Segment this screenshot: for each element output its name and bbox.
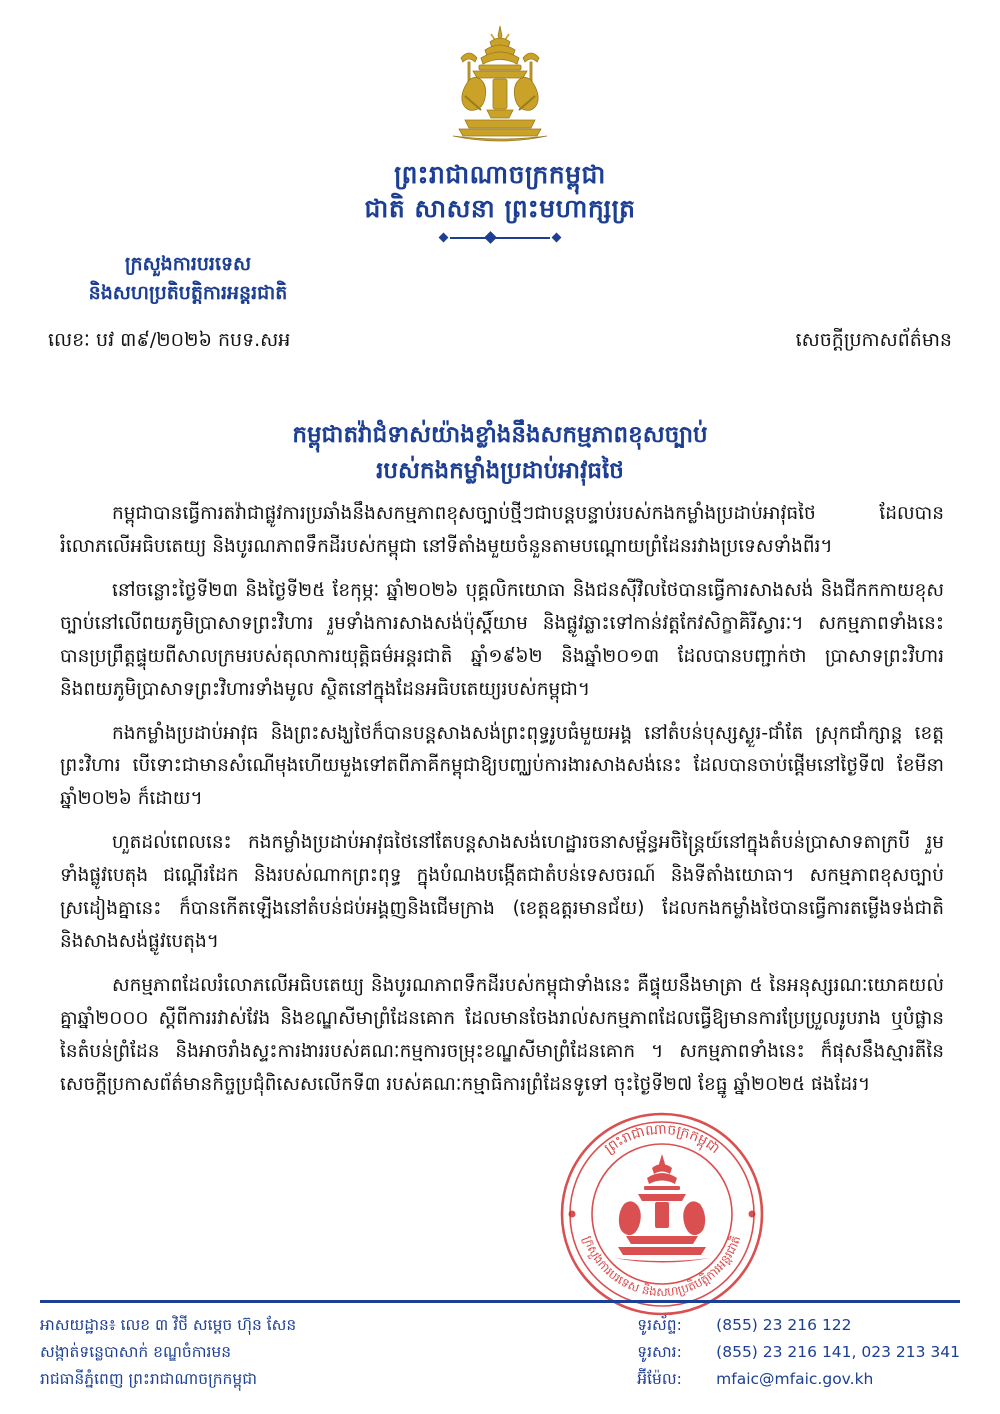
footer-address xyxy=(40,1312,296,1393)
national-heading xyxy=(0,158,1000,246)
body-paragraph: នៅចន្លោះថ្ងៃទី២៣ និងថ្ងៃទី២៥ ខែកុម្ភៈ ឆ្នាំ២០២៦ បុគ្គលិកយោធា និងជនស៊ីវិលថៃបានធ្វើការសាងសង់ និងជីកកកាយខុសច្បាប់នៅលើពយភូមិប្រាសាទព្រះវិហារ រួមទាំងការសាងសង់ប៉ុស្តិ៍យាម និងផ្លូវឆ្លាះទៅកាន់វត្តកែវសិក្ខាគិរីស្វារៈ។ សកម្មភាពទាំងនេះបានប្រព្រឹត្តផ្ទុយពីសាលក្រមរបស់តុលាការយុត្តិធម៌អន្តរជាតិ ឆ្នាំ១៩៦២ និងឆ្នាំ២០១៣ ដែលបានបញ្ជាក់ថា ប្រាសាទព្រះវិហារ និងពយភូមិប្រាសាទព្រះវិហារទាំងមូល ស្ថិតនៅក្នុងដែនអធិបតេយ្យរបស់កម្ពុជា។ xyxy=(60,579,944,700)
contact-value-fax: (855) 23 216 141, 023 213 341 xyxy=(716,1343,960,1362)
contact-label-email: អ៊ីម៉ែល: xyxy=(637,1370,682,1389)
contact-row-phone xyxy=(637,1312,960,1339)
ministry-line-1: ក្រសួងការបរទេស xyxy=(124,253,252,275)
ornamental-divider xyxy=(440,230,560,246)
contact-label-phone: ទូរស័ព្ទ: xyxy=(637,1316,682,1334)
motto-line: ជាតិ សាសនា ព្រះមហាក្សត្រ xyxy=(364,193,636,223)
seal-bottom-text: ក្រសួងការបរទេស និងសហប្រតិបត្តិការអន្តរជាតិ xyxy=(580,1233,744,1300)
contact-value-email[interactable]: mfaic@mfaic.gov.kh xyxy=(716,1370,874,1389)
body-paragraph: ហួតដល់ពេលនេះ កងកម្លាំងប្រដាប់អាវុធថៃនៅតែបន្តសាងសង់ហេដ្ឋារចនាសម្ព័ន្ធអចិន្ត្រៃយ៍នៅក្នុងតំបន់ប្រាសាទតាក្របី រួមទាំងផ្លូវបេតុង ជណ្ដើរដែក និងរបស់ណាកព្រះពុទ្ធ ក្នុងបំណងបង្កើតជាតំបន់ទេសចរណ៍ និងទីតាំងយោធា។ សកម្មភាពខុសច្បាប់ស្រដៀងគ្នានេះ ក៏បានកើតឡើងនៅតំបន់ជប់អង្គញនិងជើមក្រាង (ខេត្តឧត្តរមានជ័យ) ដែលកងកម្លាំងថៃបានធ្វើការតម្លើងទង់ជាតិ និងសាងសង់ផ្លូវបេតុង។ xyxy=(60,832,944,953)
kingdom-line: ព្រះរាជាណាចក្រកម្ពុជា xyxy=(394,160,606,189)
footer-divider xyxy=(40,1300,960,1303)
document-kind: សេចក្តីប្រកាសព័ត៌មាន xyxy=(795,329,952,351)
reference-line xyxy=(48,328,952,356)
contact-row-email xyxy=(637,1366,960,1393)
ministry-seal-icon xyxy=(556,1108,768,1320)
ministry-line-2: និងសហប្រតិបត្តិការអន្តរជាតិ xyxy=(88,281,288,304)
address-line: អាសយដ្ឋាន៖ លេខ ៣ វិថី សម្តេច ហ៊ុន សែន xyxy=(40,1316,297,1334)
footer xyxy=(40,1312,960,1393)
contact-label-fax: ទូរសារ: xyxy=(637,1343,682,1362)
ministry-block xyxy=(38,250,338,307)
royal-arms-emblem xyxy=(0,24,1000,142)
royal-arms-of-cambodia-icon xyxy=(435,24,565,142)
reference-number: លេខៈ បវ ៣៩/២០២៦ កបទ.សអ xyxy=(48,329,291,351)
svg-text:ព្រះរាជាណាចក្រកម្ពុជា xyxy=(602,1121,723,1157)
title-line-2: របស់កងកម្លាំងប្រដាប់អាវុធថៃ xyxy=(376,457,624,484)
address-line: រាជធានីភ្នំពេញ ព្រះរាជាណាចក្រកម្ពុជា xyxy=(40,1370,257,1389)
title-line-1: កម្ពុជាតវ៉ាជំទាស់យ៉ាងខ្លាំងនឹងសកម្មភាពខុសច្បាប់ xyxy=(292,422,708,448)
address-line: សង្កាត់ទន្លេបាសាក់ ខណ្ឌចំការមន xyxy=(40,1343,232,1362)
official-seal-stamp xyxy=(556,1108,768,1320)
body-paragraph: កម្ពុជាបានធ្វើការតវ៉ាជាផ្លូវការប្រឆាំងនឹងសកម្មភាពខុសច្បាប់ថ្មីៗជាបន្តបន្ទាប់របស់កងកម្លាំងប្រដាប់អាវុធថៃ ដែលបានរំលោភលើអធិបតេយ្យ និងបូរណភាពទឹកដីរបស់កម្ពុជា នៅទីតាំងមួយចំនួនតាមបណ្ដោយព្រំដែនរវាងប្រទេសទាំងពីរ។ xyxy=(60,503,944,557)
body-paragraph: កងកម្លាំងប្រដាប់អាវុធ និងព្រះសង្ឃថៃក៏បានបន្តសាងសង់ព្រះពុទ្ធរូបធំមួយអង្គ នៅតំបន់បុស្សស្ងួរ-ជាំតែ ស្រុកជាំក្សាន្ត ខេត្តព្រះវិហារ បើទោះជាមានសំណើមុងហើយមួងទៅតពីភាគីកម្ពុជាឱ្យបញ្ឈប់ការងារសាងសង់នេះ ដែលបានចាប់ផ្ដើមនៅថ្ងៃទី៧ ខែមីនា ឆ្នាំ២០២៦ ក៏ដោយ។ xyxy=(60,722,944,810)
document-body xyxy=(60,498,944,1113)
footer-contacts xyxy=(637,1312,960,1393)
page-title xyxy=(120,418,880,489)
contact-value-phone: (855) 23 216 122 xyxy=(716,1316,852,1334)
body-paragraph: សកម្មភាពដែលរំលោភលើអធិបតេយ្យ និងបូរណភាពទឹកដីរបស់កម្ពុជាទាំងនេះ គឺផ្ទុយនឹងមាត្រា ៥ នៃអនុស្សរណៈយោគយល់គ្នាឆ្នាំ២០០០ ស្ដីពីការរវាស់វែង និងខណ្ឌសីមាព្រំដែនគោក ដែលមានចែងរាល់សកម្មភាពដែលធ្វើឱ្យមានការប្រែប្រួលរូបរាង ឬបំផ្លាននៃតំបន់ព្រំដែន និងអាចរាំងស្ទះការងាររបស់គណៈកម្មការចម្រុះខណ្ឌសីមាព្រំដែនគោក ។ សកម្មភាពទាំងនេះ ក៏ផុសនឹងស្មារតីនៃសេចក្ដីប្រកាសព័ត៌មានកិច្ចប្រជុំពិសេសលើកទី៣ របស់គណៈកម្មាធិការព្រំដែនទូទៅ ចុះថ្ងៃទី២៧ ខែធ្នូ ឆ្នាំ២០២៥ ផងដែរ។ xyxy=(60,974,944,1095)
seal-top-text: ព្រះរាជាណាចក្រកម្ពុជា xyxy=(601,1121,723,1158)
contact-row-fax xyxy=(637,1339,960,1366)
svg-text:ក្រសួងការបរទេស និងសហប្រតិបត្តិ xyxy=(580,1234,743,1299)
